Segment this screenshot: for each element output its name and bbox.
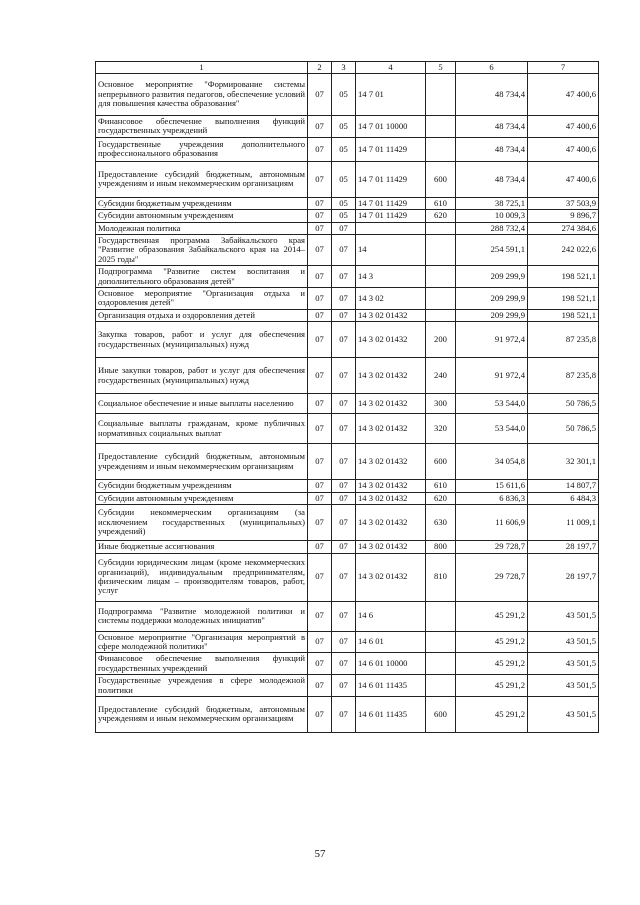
- cell-subsection: 07: [332, 288, 356, 310]
- cell-target-article: 14 7 01: [356, 74, 426, 116]
- cell-target-article: 14 3 02 01432: [356, 541, 426, 553]
- cell-amount-2: 28 197,7: [528, 541, 599, 553]
- table-row: [96, 696, 599, 732]
- cell-amount-2: 6 484,3: [528, 492, 599, 504]
- cell-target-article: 14 7 01 11429: [356, 210, 426, 222]
- cell-section: 07: [308, 541, 332, 553]
- cell-amount-2: 274 384,6: [528, 222, 599, 234]
- cell-amount-2: 43 501,5: [528, 601, 599, 631]
- cell-amount-2: 32 301,1: [528, 444, 599, 480]
- cell-subsection: 07: [332, 505, 356, 541]
- cell-subsection: 07: [332, 414, 356, 444]
- cell-section: 07: [308, 675, 332, 697]
- cell-subsection: 07: [332, 394, 356, 414]
- cell-section: 07: [308, 210, 332, 222]
- cell-section: 07: [308, 444, 332, 480]
- cell-amount-2: 87 235,8: [528, 322, 599, 358]
- cell-section: 07: [308, 601, 332, 631]
- cell-subsection: 07: [332, 541, 356, 553]
- cell-amount-1: 38 725,1: [456, 197, 528, 209]
- cell-section: 07: [308, 358, 332, 394]
- column-header: 5: [426, 62, 456, 74]
- cell-expense-type: 600: [426, 444, 456, 480]
- cell-amount-1: 15 611,6: [456, 480, 528, 492]
- cell-subsection: 05: [332, 197, 356, 209]
- cell-amount-1: 48 734,4: [456, 137, 528, 161]
- cell-target-article: 14 6 01 10000: [356, 653, 426, 675]
- table-row: [96, 631, 599, 653]
- cell-name: Субсидии бюджетным учреждениям: [96, 197, 308, 209]
- cell-name: Основное мероприятие "Организация мероприятий в сфере молодежной политики": [96, 631, 308, 653]
- cell-subsection: 07: [332, 492, 356, 504]
- cell-subsection: 07: [332, 631, 356, 653]
- cell-subsection: 05: [332, 210, 356, 222]
- cell-expense-type: [426, 288, 456, 310]
- cell-amount-2: 43 501,5: [528, 675, 599, 697]
- cell-amount-1: 288 732,4: [456, 222, 528, 234]
- cell-expense-type: [426, 309, 456, 321]
- cell-subsection: 05: [332, 161, 356, 197]
- table-row: [96, 74, 599, 116]
- cell-section: 07: [308, 116, 332, 138]
- cell-name: Субсидии юридическим лицам (кроме некоммерческих организаций), индивидуальным предпринимателям, физическим лицам – производителям товаров, работ, услуг: [96, 553, 308, 601]
- cell-section: 07: [308, 137, 332, 161]
- cell-section: 07: [308, 492, 332, 504]
- cell-expense-type: 300: [426, 394, 456, 414]
- cell-amount-1: 48 734,4: [456, 74, 528, 116]
- cell-section: 07: [308, 553, 332, 601]
- cell-expense-type: 620: [426, 210, 456, 222]
- cell-amount-2: 47 400,6: [528, 116, 599, 138]
- table-row: [96, 653, 599, 675]
- table-row: [96, 309, 599, 321]
- cell-name: Субсидии автономным учреждениям: [96, 210, 308, 222]
- cell-target-article: 14 3 02 01432: [356, 414, 426, 444]
- cell-target-article: 14 7 01 10000: [356, 116, 426, 138]
- header-row: [96, 62, 599, 74]
- cell-amount-2: 47 400,6: [528, 161, 599, 197]
- cell-amount-1: 53 544,0: [456, 414, 528, 444]
- cell-amount-2: 242 022,6: [528, 235, 599, 266]
- cell-subsection: 07: [332, 696, 356, 732]
- column-header: 2: [308, 62, 332, 74]
- cell-amount-1: 48 734,4: [456, 161, 528, 197]
- cell-expense-type: [426, 631, 456, 653]
- cell-name: Социальные выплаты гражданам, кроме публичных нормативных социальных выплат: [96, 414, 308, 444]
- cell-amount-2: 198 521,1: [528, 288, 599, 310]
- column-header: 7: [528, 62, 599, 74]
- cell-expense-type: 600: [426, 696, 456, 732]
- cell-amount-1: 45 291,2: [456, 696, 528, 732]
- table-row: [96, 601, 599, 631]
- cell-expense-type: [426, 137, 456, 161]
- table-row: [96, 137, 599, 161]
- cell-expense-type: [426, 116, 456, 138]
- cell-expense-type: 600: [426, 161, 456, 197]
- cell-name: Подпрограмма "Развитие молодежной политики и системы поддержки молодежных инициатив": [96, 601, 308, 631]
- cell-subsection: 07: [332, 675, 356, 697]
- table-row: [96, 444, 599, 480]
- cell-amount-2: 11 009,1: [528, 505, 599, 541]
- cell-section: 07: [308, 480, 332, 492]
- cell-amount-2: 43 501,5: [528, 653, 599, 675]
- table-row: [96, 480, 599, 492]
- cell-subsection: 07: [332, 444, 356, 480]
- cell-section: 07: [308, 414, 332, 444]
- cell-target-article: 14 3 02 01432: [356, 309, 426, 321]
- cell-target-article: 14 7 01 11429: [356, 197, 426, 209]
- cell-expense-type: 240: [426, 358, 456, 394]
- table-row: [96, 288, 599, 310]
- cell-amount-1: 254 591,1: [456, 235, 528, 266]
- cell-amount-1: 29 728,7: [456, 553, 528, 601]
- cell-expense-type: 320: [426, 414, 456, 444]
- cell-amount-1: 45 291,2: [456, 675, 528, 697]
- cell-amount-1: 29 728,7: [456, 541, 528, 553]
- cell-name: Субсидии бюджетным учреждениям: [96, 480, 308, 492]
- cell-amount-2: 50 786,5: [528, 394, 599, 414]
- table-row: [96, 492, 599, 504]
- cell-name: Закупка товаров, работ и услуг для обеспечения государственных (муниципальных) нужд: [96, 322, 308, 358]
- column-header: 4: [356, 62, 426, 74]
- cell-amount-2: 14 807,7: [528, 480, 599, 492]
- cell-subsection: 07: [332, 601, 356, 631]
- cell-amount-1: 209 299,9: [456, 266, 528, 288]
- cell-amount-1: 10 009,3: [456, 210, 528, 222]
- cell-target-article: 14 3 02 01432: [356, 358, 426, 394]
- cell-name: Предоставление субсидий бюджетным, автономным учреждениям и иным некоммерческим организациям: [96, 444, 308, 480]
- cell-amount-2: 47 400,6: [528, 137, 599, 161]
- cell-amount-1: 48 734,4: [456, 116, 528, 138]
- cell-amount-2: 37 503,9: [528, 197, 599, 209]
- column-header: 3: [332, 62, 356, 74]
- page-number: 57: [314, 848, 326, 860]
- cell-expense-type: 810: [426, 553, 456, 601]
- cell-target-article: 14 3 02: [356, 288, 426, 310]
- cell-amount-1: 45 291,2: [456, 653, 528, 675]
- table-row: [96, 358, 599, 394]
- cell-subsection: 07: [332, 322, 356, 358]
- cell-name: Основное мероприятие "Организация отдыха и оздоровления детей": [96, 288, 308, 310]
- cell-section: 07: [308, 653, 332, 675]
- cell-subsection: 07: [332, 480, 356, 492]
- budget-table: [95, 61, 599, 733]
- table-row: [96, 235, 599, 266]
- cell-name: Финансовое обеспечение выполнения функций государственных учреждений: [96, 116, 308, 138]
- cell-expense-type: [426, 74, 456, 116]
- table-row: [96, 675, 599, 697]
- cell-expense-type: [426, 675, 456, 697]
- cell-subsection: 05: [332, 137, 356, 161]
- column-header: 6: [456, 62, 528, 74]
- cell-target-article: 14 3 02 01432: [356, 444, 426, 480]
- cell-amount-2: 50 786,5: [528, 414, 599, 444]
- cell-target-article: 14 7 01 11429: [356, 137, 426, 161]
- cell-amount-1: 6 836,3: [456, 492, 528, 504]
- cell-name: Субсидии автономным учреждениям: [96, 492, 308, 504]
- cell-target-article: 14 3 02 01432: [356, 480, 426, 492]
- cell-section: 07: [308, 161, 332, 197]
- cell-amount-2: 198 521,1: [528, 309, 599, 321]
- cell-section: 07: [308, 505, 332, 541]
- cell-name: Государственная программа Забайкальского края "Развитие образования Забайкальского края на 2014–2025 годы": [96, 235, 308, 266]
- cell-name: Предоставление субсидий бюджетным, автономным учреждениям и иным некоммерческим организациям: [96, 161, 308, 197]
- cell-name: Предоставление субсидий бюджетным, автономным учреждениям и иным некоммерческим организациям: [96, 696, 308, 732]
- cell-expense-type: [426, 653, 456, 675]
- cell-name: Иные закупки товаров, работ и услуг для обеспечения государственных (муниципальных) нужд: [96, 358, 308, 394]
- cell-target-article: [356, 222, 426, 234]
- cell-amount-1: 11 606,9: [456, 505, 528, 541]
- cell-section: 07: [308, 631, 332, 653]
- cell-name: Государственные учреждения дополнительного профессионального образования: [96, 137, 308, 161]
- cell-amount-2: 198 521,1: [528, 266, 599, 288]
- cell-expense-type: [426, 235, 456, 266]
- cell-amount-1: 53 544,0: [456, 394, 528, 414]
- table-row: [96, 394, 599, 414]
- table-row: [96, 266, 599, 288]
- cell-expense-type: 610: [426, 480, 456, 492]
- cell-target-article: 14 6 01: [356, 631, 426, 653]
- table-row: [96, 541, 599, 553]
- table-row: [96, 210, 599, 222]
- cell-name: Финансовое обеспечение выполнения функций государственных учреждений: [96, 653, 308, 675]
- cell-expense-type: 800: [426, 541, 456, 553]
- cell-subsection: 07: [332, 309, 356, 321]
- cell-amount-2: 87 235,8: [528, 358, 599, 394]
- cell-section: 07: [308, 74, 332, 116]
- cell-name: Иные бюджетные ассигнования: [96, 541, 308, 553]
- cell-amount-1: 91 972,4: [456, 322, 528, 358]
- cell-subsection: 07: [332, 358, 356, 394]
- cell-name: Субсидии некоммерческим организациям (за исключением государственных (муниципальных) учреждений): [96, 505, 308, 541]
- cell-amount-1: 209 299,9: [456, 309, 528, 321]
- table-row: [96, 505, 599, 541]
- cell-subsection: 07: [332, 553, 356, 601]
- cell-subsection: 07: [332, 266, 356, 288]
- cell-name: Основное мероприятие "Формирование системы непрерывного развития педагогов, обеспечение условий для повышения качества образования": [96, 74, 308, 116]
- cell-amount-1: 91 972,4: [456, 358, 528, 394]
- cell-section: 07: [308, 266, 332, 288]
- cell-name: Подпрограмма "Развитие систем воспитания и дополнительного образования детей": [96, 266, 308, 288]
- table-row: [96, 414, 599, 444]
- cell-amount-1: 45 291,2: [456, 631, 528, 653]
- table-row: [96, 553, 599, 601]
- cell-amount-1: 209 299,9: [456, 288, 528, 310]
- cell-subsection: 05: [332, 116, 356, 138]
- cell-target-article: 14 7 01 11429: [356, 161, 426, 197]
- table-row: [96, 322, 599, 358]
- cell-target-article: 14 6 01 11435: [356, 675, 426, 697]
- table-row: [96, 161, 599, 197]
- cell-target-article: 14 3 02 01432: [356, 492, 426, 504]
- cell-section: 07: [308, 197, 332, 209]
- cell-amount-1: 34 054,8: [456, 444, 528, 480]
- cell-section: 07: [308, 322, 332, 358]
- cell-amount-2: 47 400,6: [528, 74, 599, 116]
- cell-name: Государственные учреждения в сфере молодежной политики: [96, 675, 308, 697]
- table-row: [96, 197, 599, 209]
- cell-subsection: 05: [332, 74, 356, 116]
- cell-section: 07: [308, 394, 332, 414]
- cell-expense-type: [426, 222, 456, 234]
- cell-expense-type: 200: [426, 322, 456, 358]
- cell-target-article: 14 3 02 01432: [356, 322, 426, 358]
- cell-amount-2: 43 501,5: [528, 631, 599, 653]
- cell-expense-type: 620: [426, 492, 456, 504]
- cell-section: 07: [308, 309, 332, 321]
- cell-section: 07: [308, 288, 332, 310]
- cell-name: Социальное обеспечение и иные выплаты населению: [96, 394, 308, 414]
- cell-target-article: 14 3 02 01432: [356, 394, 426, 414]
- cell-amount-2: 9 896,7: [528, 210, 599, 222]
- cell-amount-1: 45 291,2: [456, 601, 528, 631]
- cell-target-article: 14 3 02 01432: [356, 505, 426, 541]
- cell-section: 07: [308, 696, 332, 732]
- column-header: 1: [96, 62, 308, 74]
- cell-name: Молодежная политика: [96, 222, 308, 234]
- cell-section: 07: [308, 222, 332, 234]
- cell-expense-type: 630: [426, 505, 456, 541]
- cell-amount-2: 28 197,7: [528, 553, 599, 601]
- cell-expense-type: [426, 601, 456, 631]
- cell-subsection: 07: [332, 235, 356, 266]
- cell-target-article: 14 6: [356, 601, 426, 631]
- cell-section: 07: [308, 235, 332, 266]
- cell-target-article: 14: [356, 235, 426, 266]
- cell-name: Организация отдыха и оздоровления детей: [96, 309, 308, 321]
- cell-target-article: 14 6 01 11435: [356, 696, 426, 732]
- cell-expense-type: [426, 266, 456, 288]
- cell-target-article: 14 3 02 01432: [356, 553, 426, 601]
- table-body: [96, 74, 599, 733]
- cell-subsection: 07: [332, 222, 356, 234]
- table-row: [96, 222, 599, 234]
- table-row: [96, 116, 599, 138]
- cell-target-article: 14 3: [356, 266, 426, 288]
- cell-amount-2: 43 501,5: [528, 696, 599, 732]
- cell-subsection: 07: [332, 653, 356, 675]
- cell-expense-type: 610: [426, 197, 456, 209]
